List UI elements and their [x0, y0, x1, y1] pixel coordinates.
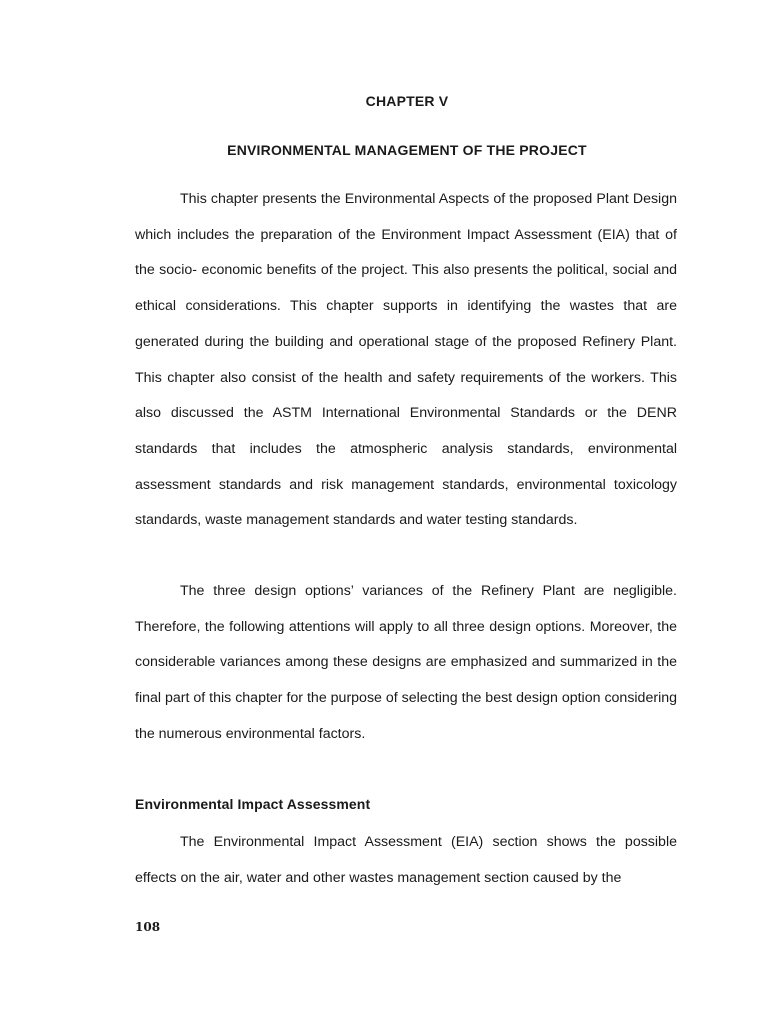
- section-heading: Environmental Impact Assessment: [135, 796, 371, 812]
- chapter-label: CHAPTER V: [365, 93, 449, 109]
- chapter-title: ENVIRONMENTAL MANAGEMENT OF THE PROJECT: [227, 142, 587, 158]
- section-paragraph: The Environmental Impact Assessment (EIA) section shows the possible effects on the air, water and other wastes management section caused by the: [135, 834, 677, 886]
- page-number: 108: [135, 920, 161, 934]
- variance-paragraph-block: [135, 574, 677, 753]
- intro-paragraph-block: [135, 182, 677, 539]
- body-paragraph-2: The three design options’ variances of the Refinery Plant are negligible. Therefore, the following attentions will apply to all three design options. Moreover, the considerable variances among these designs are emphasized and summarized in the final part of this chapter for the purpose of selecting the best design option considering the numerous environmental factors.: [135, 583, 677, 742]
- eia-paragraph-block: [135, 825, 677, 896]
- body-paragraph-1: This chapter presents the Environmental Aspects of the proposed Plant Design which includes the preparation of the Environment Impact Assessment (EIA) that of the socio- economic benefits of the project. This also presents the political, social and ethical considerations. This chapter supports in identifying the wastes that are generated during the building and operational stage of the proposed Refinery Plant. This chapter also consist of the health and safety requirements of the workers. This also discussed the ASTM International Environmental Standards or the DENR standards that includes the atmospheric analysis standards, environmental assessment standards and risk management standards, environmental toxicology standards, waste management standards and water testing standards.: [135, 191, 677, 529]
